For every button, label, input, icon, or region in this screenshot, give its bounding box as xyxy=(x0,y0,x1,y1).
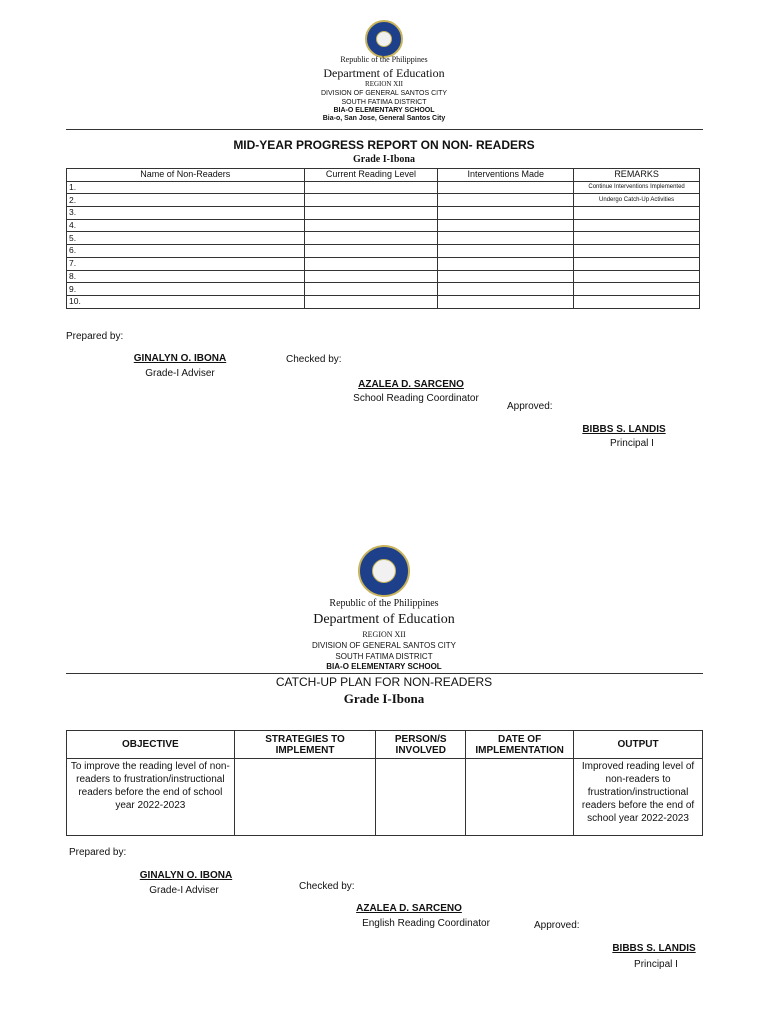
row-number: 4. xyxy=(67,219,305,232)
table-row xyxy=(67,295,700,308)
table-row xyxy=(67,181,700,194)
column-header: Current Reading Level xyxy=(304,169,438,182)
table-cell xyxy=(304,257,438,270)
column-header: PERSON/S INVOLVED xyxy=(376,731,466,759)
coordinator-name: AZALEA D. SARCENO xyxy=(358,379,464,390)
table-cell xyxy=(438,194,574,207)
region-label: REGION XII xyxy=(365,80,403,88)
region-label: REGION XII xyxy=(362,630,406,639)
coordinator-role: School Reading Coordinator xyxy=(353,393,479,404)
row-number: 1. xyxy=(67,181,305,194)
department-label: Department of Education xyxy=(323,66,445,80)
persons-cell xyxy=(376,759,466,836)
table-cell xyxy=(438,257,574,270)
table-cell xyxy=(438,283,574,296)
table-cell xyxy=(304,181,438,194)
checked-by-label: Checked by: xyxy=(286,354,342,365)
district-label: SOUTH FATIMA DISTRICT xyxy=(341,99,427,106)
address-label: Bia-o, San Jose, General Santos City xyxy=(322,115,446,122)
principal-name: BIBBS S. LANDIS xyxy=(612,943,696,954)
table-row xyxy=(67,245,700,258)
catch-up-plan-table xyxy=(66,730,703,836)
remarks-cell: Continue Interventions Implemented xyxy=(574,181,700,194)
table-cell xyxy=(304,295,438,308)
table-cell xyxy=(304,232,438,245)
column-header: DATE OF IMPLEMENTATION xyxy=(466,731,574,759)
row-number: 3. xyxy=(67,207,305,220)
remarks-cell xyxy=(574,283,700,296)
remarks-cell xyxy=(574,219,700,232)
plan-grade: Grade I-Ibona xyxy=(343,691,425,706)
row-number: 10. xyxy=(67,295,305,308)
principal-role: Principal I xyxy=(634,959,678,970)
table-cell xyxy=(304,219,438,232)
column-header: OBJECTIVE xyxy=(67,731,235,759)
remarks-cell xyxy=(574,245,700,258)
table-cell xyxy=(438,232,574,245)
table-cell xyxy=(438,219,574,232)
column-header: REMARKS xyxy=(574,169,700,182)
table-cell xyxy=(304,270,438,283)
table-row xyxy=(67,219,700,232)
table-header-row xyxy=(67,169,700,182)
table-cell xyxy=(304,245,438,258)
table-row xyxy=(67,270,700,283)
department-label: Department of Education xyxy=(313,612,455,627)
column-header: OUTPUT xyxy=(574,731,703,759)
adviser-role: Grade-I Adviser xyxy=(149,885,219,896)
table-cell xyxy=(304,283,438,296)
checked-by-label: Checked by: xyxy=(299,881,355,892)
approved-label: Approved: xyxy=(507,401,553,412)
coordinator-name: AZALEA D. SARCENO xyxy=(356,903,462,914)
republic-label: Republic of the Philippines xyxy=(329,598,439,609)
table-row xyxy=(67,283,700,296)
table-header-row xyxy=(67,731,703,759)
row-number: 5. xyxy=(67,232,305,245)
remarks-cell xyxy=(574,295,700,308)
table-cell xyxy=(438,181,574,194)
column-header: STRATEGIES TO IMPLEMENT xyxy=(234,731,376,759)
adviser-name: GINALYN O. IBONA xyxy=(139,870,233,881)
remarks-cell xyxy=(574,270,700,283)
school-label: BIA-O ELEMENTARY SCHOOL xyxy=(333,107,435,114)
table-row xyxy=(67,759,703,836)
row-number: 8. xyxy=(67,270,305,283)
prepared-by-label: Prepared by: xyxy=(69,847,127,858)
deped-seal-icon xyxy=(358,545,410,597)
republic-label: Republic of the Philippines xyxy=(340,55,428,64)
adviser-role: Grade-I Adviser xyxy=(145,368,215,379)
table-row xyxy=(67,207,700,220)
non-readers-table xyxy=(66,168,700,309)
remarks-cell xyxy=(574,257,700,270)
row-number: 2. xyxy=(67,194,305,207)
adviser-name: GINALYN O. IBONA xyxy=(133,353,227,364)
report-grade: Grade I-Ibona xyxy=(353,154,415,165)
principal-role: Principal I xyxy=(610,438,654,449)
remarks-cell: Undergo Catch-Up Activities xyxy=(574,194,700,207)
table-cell xyxy=(304,194,438,207)
coordinator-role: English Reading Coordinator xyxy=(362,918,490,929)
prepared-by-label: Prepared by: xyxy=(66,331,124,342)
table-cell xyxy=(438,270,574,283)
row-number: 6. xyxy=(67,245,305,258)
objective-cell: To improve the reading level of non-readers to frustration/instructional readers before the end of school year 2022-2023 xyxy=(67,759,235,836)
division-label: DIVISION OF GENERAL SANTOS CITY xyxy=(320,90,448,97)
column-header: Interventions Made xyxy=(438,169,574,182)
school-label: BIA-O ELEMENTARY SCHOOL xyxy=(326,662,442,671)
header-divider xyxy=(66,673,703,674)
deped-seal-icon xyxy=(365,20,403,58)
table-cell xyxy=(304,207,438,220)
principal-name: BIBBS S. LANDIS xyxy=(582,424,666,435)
strategies-cell xyxy=(234,759,376,836)
approved-label: Approved: xyxy=(534,920,580,931)
plan-title: CATCH-UP PLAN FOR NON-READERS xyxy=(275,675,493,689)
table-cell xyxy=(438,295,574,308)
table-row xyxy=(67,257,700,270)
table-row xyxy=(67,194,700,207)
row-number: 9. xyxy=(67,283,305,296)
table-cell xyxy=(438,245,574,258)
table-row xyxy=(67,232,700,245)
district-label: SOUTH FATIMA DISTRICT xyxy=(335,652,433,661)
row-number: 7. xyxy=(67,257,305,270)
report-title: MID-YEAR PROGRESS REPORT ON NON- READERS xyxy=(233,138,535,152)
header-divider xyxy=(66,129,703,130)
date-cell xyxy=(466,759,574,836)
remarks-cell xyxy=(574,207,700,220)
remarks-cell xyxy=(574,232,700,245)
division-label: DIVISION OF GENERAL SANTOS CITY xyxy=(311,641,457,650)
output-cell: Improved reading level of non-readers to frustration/instructional readers before the end of school year 2022-2023 xyxy=(574,759,703,836)
table-cell xyxy=(438,207,574,220)
column-header: Name of Non-Readers xyxy=(67,169,305,182)
